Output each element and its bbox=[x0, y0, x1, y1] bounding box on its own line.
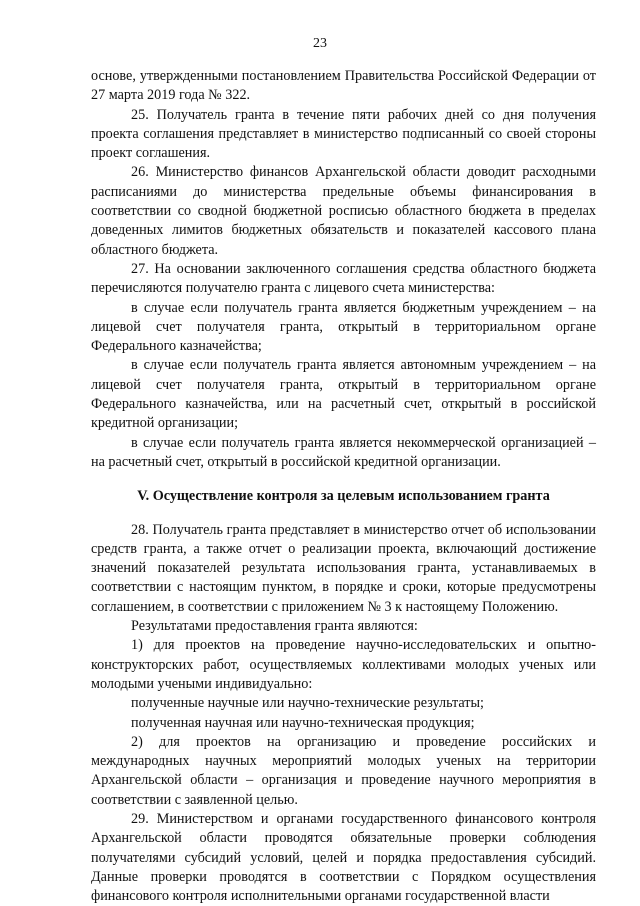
paragraph: 25. Получатель гранта в течение пяти рабочих дней со дня получения проекта соглашения представляет в министерство подписанный со своей стороны проект соглашения. bbox=[91, 106, 596, 162]
paragraph: 2) для проектов на организацию и проведение российских и международных научных мероприятий молодых ученых на территории Архангельской области – организация и проведение научного мероприятия в соответствии с заявленной целью. bbox=[91, 733, 596, 808]
paragraph: в случае если получатель гранта является автономным учреждением – на лицевой счет получателя гранта, открытый в территориальном органе Федерального казначейства, или на расчетный счет, открытый в российской кредитной организации; bbox=[91, 357, 596, 432]
paragraph: 27. На основании заключенного соглашения средства областного бюджета перечисляются получателю гранта с лицевого счета министерства: bbox=[91, 260, 596, 297]
paragraphs-bottom bbox=[91, 521, 596, 906]
paragraphs-top bbox=[91, 67, 596, 472]
document-body bbox=[91, 67, 596, 906]
paragraph: 28. Получатель гранта представляет в министерство отчет об использовании средств гранта, а также отчет о реализации проекта, включающий достижение значений показателей результата использования гранта, устанавливаемых в соответствии с настоящим пунктом, в порядке и сроки, которые предусмотрены соглашением, в соответствии с приложением № 3 к настоящему Положению. bbox=[91, 521, 596, 615]
paragraph: Результатами предоставления гранта являются: bbox=[131, 618, 418, 635]
paragraph: 1) для проектов на проведение научно-исследовательских и опытно-конструкторских работ, осуществляемых коллективами молодых ученых или молодыми учеными индивидуально: bbox=[91, 637, 596, 692]
paragraph: полученная научная или научно-техническая продукция; bbox=[131, 714, 475, 731]
paragraph: полученные научные или научно-технические результаты; bbox=[131, 695, 484, 712]
paragraph: основе, утвержденными постановлением Правительства Российской Федерации от 27 марта 2019 года № 322. bbox=[91, 68, 596, 104]
paragraph: в случае если получатель гранта является бюджетным учреждением – на лицевой счет получателя гранта, открытый в территориальном органе Федерального казначейства; bbox=[91, 299, 596, 355]
paragraph: в случае если получатель гранта является некоммерческой организацией – на расчетный счет, открытый в российской кредитной организации. bbox=[91, 434, 596, 470]
paragraph: 29. Министерством и органами государственного финансового контроля Архангельской области проводятся обязательные проверки соблюдения получателями субсидий условий, целей и порядка предоставления субсидий. Данные проверки проводятся в соответствии с Порядком осуществления финансового контроля исполнительными органами государственной власти bbox=[91, 810, 596, 905]
paragraph: 26. Министерство финансов Архангельской области доводит расходными расписаниями до министерства предельные объемы финансирования в соответствии со сводной бюджетной росписью областного бюджета в пределах доведенных лимитов бюджетных обязательств и показателей кассового плана областного бюджета. bbox=[91, 164, 596, 258]
page-number: 23 bbox=[313, 36, 327, 51]
section-heading: V. Осуществление контроля за целевым использованием гранта bbox=[137, 488, 550, 505]
